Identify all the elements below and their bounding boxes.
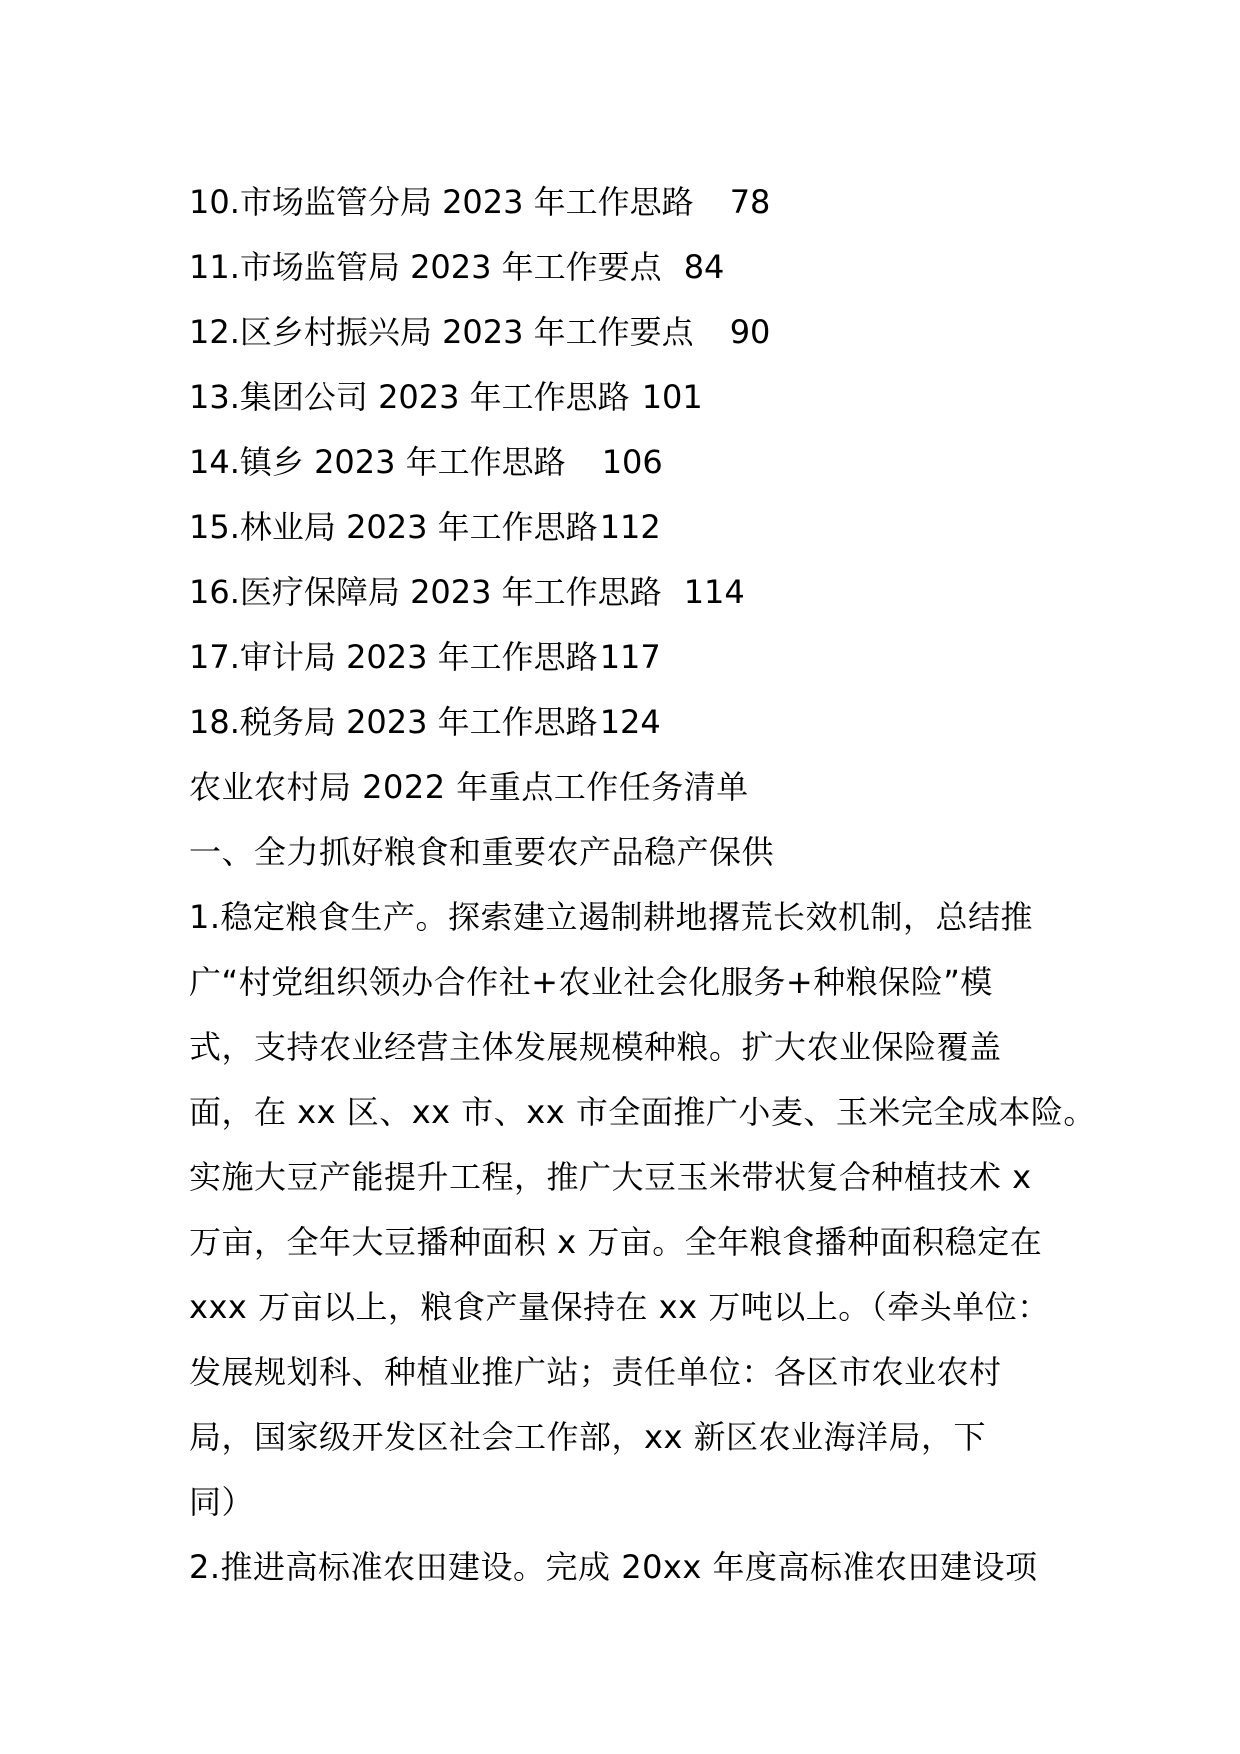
toc-entry-13[interactable] xyxy=(189,365,1069,430)
toc-entry-title: 10.市场监管分局 2023 年工作思路 xyxy=(189,183,694,221)
document-title: 农业农村局 2022 年重点工作任务清单 xyxy=(189,768,749,806)
item-1-paragraph xyxy=(189,885,1096,1535)
paragraph-line: 万亩，全年大豆播种面积 x 万亩。全年粮食播种面积稳定在 xyxy=(189,1223,1043,1261)
paragraph-line: 1.稳定粮食生产。探索建立遏制耕地撂荒长效机制，总结推 xyxy=(189,898,1034,936)
toc-entry-page: 84 xyxy=(683,248,725,286)
toc-entry-title: 12.区乡村振兴局 2023 年工作要点 xyxy=(189,313,694,351)
paragraph-line: 实施大豆产能提升工程，推广大豆玉米带状复合种植技术 x xyxy=(189,1158,1032,1196)
toc-entry-18[interactable] xyxy=(189,690,1069,755)
page-content xyxy=(189,170,1096,1600)
toc-entry-page: 106 xyxy=(601,443,663,481)
paragraph-line: 式，支持农业经营主体发展规模种粮。扩大农业保险覆盖 xyxy=(189,1028,1002,1066)
toc-entry-title: 11.市场监管局 2023 年工作要点 xyxy=(189,248,662,286)
toc-entry-title: 16.医疗保障局 2023 年工作思路 xyxy=(189,573,662,611)
paragraph-line: 同） xyxy=(189,1483,255,1521)
toc-entry-11[interactable] xyxy=(189,235,1069,300)
toc-entry-10[interactable] xyxy=(189,170,1069,235)
toc-entry-14[interactable] xyxy=(189,430,1069,495)
toc-entry-title: 13.集团公司 2023 年工作思路 xyxy=(189,378,630,416)
paragraph-line: 局，国家级开发区社会工作部，xx 新区农业海洋局，下 xyxy=(189,1418,987,1456)
toc-entry-16[interactable] xyxy=(189,560,1069,625)
toc-entry-title: 17.审计局 2023 年工作思路 xyxy=(189,638,598,676)
toc-entry-title: 15.林业局 2023 年工作思路 xyxy=(189,508,598,546)
item-2-paragraph xyxy=(189,1535,1069,1600)
toc-entry-title: 14.镇乡 2023 年工作思路 xyxy=(189,443,566,481)
paragraph-line: 2.推进高标准农田建设。完成 20xx 年度高标准农田建设项 xyxy=(189,1548,1038,1586)
toc-entry-page: 124 xyxy=(599,703,661,741)
toc-entry-15[interactable] xyxy=(189,495,1069,560)
toc-entry-page: 90 xyxy=(729,313,771,351)
toc-entry-page: 114 xyxy=(683,573,745,611)
toc-entry-17[interactable] xyxy=(189,625,1069,690)
toc-entry-12[interactable] xyxy=(189,300,1069,365)
section-heading: 一、全力抓好粮食和重要农产品稳产保供 xyxy=(189,833,775,871)
paragraph-line: xxx 万亩以上，粮食产量保持在 xx 万吨以上。（牵头单位： xyxy=(189,1288,1050,1326)
paragraph-line: 广“村党组织领办合作社+农业社会化服务+种粮保险”模 xyxy=(189,963,993,1001)
toc-entry-page: 117 xyxy=(599,638,661,676)
paragraph-line: 发展规划科、种植业推广站；责任单位：各区市农业农村 xyxy=(189,1353,1002,1391)
toc-entry-title: 18.税务局 2023 年工作思路 xyxy=(189,703,598,741)
toc-entry-page: 78 xyxy=(729,183,771,221)
toc-entry-page: 101 xyxy=(641,378,703,416)
toc-entry-page: 112 xyxy=(599,508,661,546)
paragraph-line: 面，在 xx 区、xx 市、xx 市全面推广小麦、玉米完全成本险。 xyxy=(189,1093,1096,1131)
